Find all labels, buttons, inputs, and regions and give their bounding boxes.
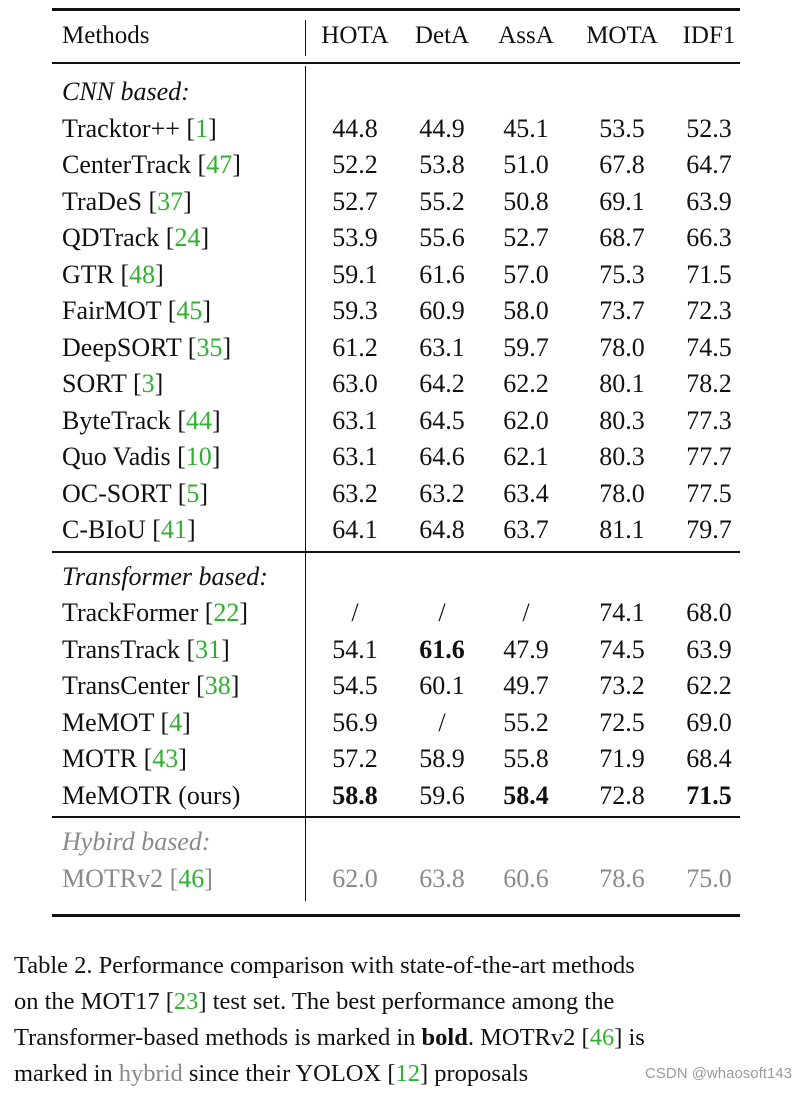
citation-link[interactable]: 45 <box>176 296 203 325</box>
method-cell: OC-SORT [5] <box>62 478 209 508</box>
table-row <box>52 147 740 183</box>
value-cell: 64.2 <box>419 369 465 398</box>
value-cell: 63.9 <box>686 186 732 216</box>
table-row <box>52 366 740 402</box>
method-name: MeMOT <box>62 707 154 737</box>
value-cell: 64.1 <box>332 515 378 544</box>
method-name: CenterTrack <box>62 150 192 179</box>
header-deta: DetA <box>414 22 470 49</box>
header-column-divider <box>305 20 306 56</box>
method-name: ByteTrack <box>62 405 171 435</box>
method-name: C-BIoU <box>62 515 146 544</box>
method-name: DeepSORT <box>62 332 182 362</box>
value-cell: / <box>522 598 530 627</box>
value-cell: 78.0 <box>599 478 645 508</box>
table-row <box>52 512 740 548</box>
value-cell: 53.5 <box>599 113 645 143</box>
caption-line-3: Transformer-based methods is marked in bold. MOTRv2 [46] is <box>14 1024 645 1051</box>
value-cell: 78.2 <box>686 369 732 398</box>
method-cell: TransTrack [31] <box>62 634 230 664</box>
method-name: OC-SORT <box>62 478 172 508</box>
value-cell: 55.8 <box>503 744 549 773</box>
value-cell: 63.2 <box>332 478 378 508</box>
table-row <box>52 220 740 256</box>
method-cell: Quo Vadis [10] <box>62 442 221 471</box>
value-cell: 75.3 <box>599 259 645 289</box>
value-cell: 45.1 <box>503 113 549 143</box>
value-cell: 78.0 <box>599 332 645 362</box>
value-cell: 74.1 <box>599 598 645 627</box>
column-divider <box>305 66 306 553</box>
value-cell: 59.7 <box>503 332 549 362</box>
citation-link[interactable]: 41 <box>160 515 187 544</box>
watermark: CSDN @whaosoft143 <box>641 1065 796 1082</box>
citation-link[interactable]: 4 <box>169 707 183 737</box>
value-cell: 59.6 <box>419 780 465 810</box>
value-cell: 52.7 <box>503 223 549 252</box>
value-cell: 73.7 <box>599 296 645 325</box>
table-row <box>52 439 740 475</box>
value-cell: 54.1 <box>332 634 378 664</box>
method-name: TrackFormer <box>62 598 199 627</box>
citation-link[interactable]: 35 <box>196 332 223 362</box>
citation-link[interactable]: 24 <box>174 223 201 252</box>
citation-link[interactable]: 48 <box>129 259 156 289</box>
value-cell: 71.9 <box>599 744 645 773</box>
value-cell: 68.7 <box>599 223 645 252</box>
value-cell: 51.0 <box>503 150 549 179</box>
value-cell: 44.8 <box>332 113 378 143</box>
value-cell: 77.7 <box>686 442 732 471</box>
citation-link[interactable]: 43 <box>152 744 179 773</box>
value-cell: 63.1 <box>332 442 378 471</box>
value-cell: 62.2 <box>503 369 549 398</box>
method-cell: MOTR [43] <box>62 744 187 773</box>
section-label-row <box>52 824 740 860</box>
method-cell: MeMOT [4] <box>62 707 191 737</box>
table-row <box>52 257 740 293</box>
value-cell: 59.1 <box>332 259 378 289</box>
value-cell: 75.0 <box>686 863 732 893</box>
value-cell: 71.5 <box>686 259 732 289</box>
value-cell: 60.1 <box>419 671 465 700</box>
citation-link[interactable]: 46 <box>178 863 205 893</box>
citation-link[interactable]: 38 <box>204 671 231 700</box>
method-cell <box>62 778 240 814</box>
citation-link[interactable]: 47 <box>206 150 233 179</box>
value-cell: 74.5 <box>599 634 645 664</box>
value-cell: 66.3 <box>686 223 732 252</box>
header-assa: AssA <box>498 22 554 49</box>
method-name: TransTrack <box>62 634 180 664</box>
method-name: TraDeS <box>62 186 142 216</box>
value-cell: 56.9 <box>332 707 378 737</box>
table-row <box>52 632 740 668</box>
header-idf1: IDF1 <box>682 22 736 49</box>
method-name: MOTRv2 <box>62 863 164 893</box>
table-row <box>52 476 740 512</box>
table-row <box>52 403 740 439</box>
caption-line-2: on the MOT17 [23] test set. The best performance among the <box>14 988 615 1015</box>
value-cell: 53.9 <box>332 223 378 252</box>
method-name: Tracktor++ <box>62 113 180 143</box>
value-cell: 59.3 <box>332 296 378 325</box>
method-cell: SORT [3] <box>62 369 164 398</box>
header-mota: MOTA <box>586 22 658 49</box>
header-methods: Methods <box>62 22 150 49</box>
value-cell: 52.7 <box>332 186 378 216</box>
method-cell: Tracktor++ [1] <box>62 113 217 143</box>
method-cell: DeepSORT [35] <box>62 332 232 362</box>
value-cell: 63.1 <box>332 405 378 435</box>
header-hota: HOTA <box>321 22 389 49</box>
value-cell: 60.6 <box>503 863 549 893</box>
value-cell: 61.6 <box>419 634 465 664</box>
method-cell: TrackFormer [22] <box>62 598 249 627</box>
section-rule <box>52 551 740 553</box>
value-cell: 58.0 <box>503 296 549 325</box>
value-cell: 52.2 <box>332 150 378 179</box>
value-cell: 49.7 <box>503 671 549 700</box>
method-cell: TraDeS [37] <box>62 186 192 216</box>
value-cell: 77.5 <box>686 478 732 508</box>
value-cell: 62.0 <box>332 863 378 893</box>
method-cell: QDTrack [24] <box>62 223 210 252</box>
value-cell: 61.6 <box>419 259 465 289</box>
value-cell: 44.9 <box>419 113 465 143</box>
method-cell: CenterTrack [47] <box>62 150 241 179</box>
value-cell: 57.0 <box>503 259 549 289</box>
method-name: Quo Vadis <box>62 442 171 471</box>
value-cell: 55.2 <box>419 186 465 216</box>
value-cell: 63.2 <box>419 478 465 508</box>
value-cell: 64.5 <box>419 405 465 435</box>
caption-line-1: Table 2. Performance comparison with state-of-the-art methods <box>14 952 635 979</box>
value-cell: 60.9 <box>419 296 465 325</box>
citation-link[interactable]: 44 <box>185 405 212 435</box>
citation-link[interactable]: 31 <box>195 634 222 664</box>
table-row <box>52 595 740 631</box>
citation-link[interactable]: 37 <box>157 186 184 216</box>
value-cell: 81.1 <box>599 515 645 544</box>
value-cell: 53.8 <box>419 150 465 179</box>
value-cell: 63.0 <box>332 369 378 398</box>
value-cell: 69.0 <box>686 707 732 737</box>
method-cell: C-BIoU [41] <box>62 515 196 544</box>
method-name: FairMOT <box>62 296 162 325</box>
value-cell: 63.9 <box>686 634 732 664</box>
value-cell: 71.5 <box>686 780 732 810</box>
value-cell: 50.8 <box>503 186 549 216</box>
value-cell: 77.3 <box>686 405 732 435</box>
value-cell: 68.0 <box>686 598 732 627</box>
section-rule <box>52 816 740 818</box>
value-cell: 52.3 <box>686 113 732 143</box>
table-row <box>52 778 740 814</box>
value-cell: / <box>438 707 446 737</box>
section-label: Transformer based: <box>62 561 268 591</box>
value-cell: 67.8 <box>599 150 645 179</box>
caption-line-4: marked in hybrid since their YOLOX [12] proposals <box>14 1060 529 1087</box>
table-row <box>52 330 740 366</box>
table-row <box>52 668 740 704</box>
value-cell: 68.4 <box>686 744 732 773</box>
value-cell: 80.3 <box>599 442 645 471</box>
value-cell: 80.3 <box>599 405 645 435</box>
value-cell: 54.5 <box>332 671 378 700</box>
citation-link[interactable]: 22 <box>213 598 240 627</box>
value-cell: 73.2 <box>599 671 645 700</box>
value-cell: 63.8 <box>419 863 465 893</box>
citation-link[interactable]: 3 <box>141 369 155 398</box>
method-cell: TransCenter [38] <box>62 671 240 700</box>
value-cell: 64.7 <box>686 150 732 179</box>
citation-link[interactable]: 5 <box>186 478 200 508</box>
table-row <box>52 741 740 777</box>
value-cell: 55.6 <box>419 223 465 252</box>
value-cell: 72.3 <box>686 296 732 325</box>
value-cell: 72.8 <box>599 780 645 810</box>
method-name: QDTrack <box>62 223 160 252</box>
table-row <box>52 861 740 897</box>
method-cell: ByteTrack [44] <box>62 405 221 435</box>
value-cell: 79.7 <box>686 515 732 544</box>
value-cell: / <box>351 598 359 627</box>
value-cell: 62.0 <box>503 405 549 435</box>
section-label-row <box>52 74 740 110</box>
table-row <box>52 184 740 220</box>
value-cell: 61.2 <box>332 332 378 362</box>
value-cell: 74.5 <box>686 332 732 362</box>
value-cell: 55.2 <box>503 707 549 737</box>
value-cell: 57.2 <box>332 744 378 773</box>
value-cell: 64.6 <box>419 442 465 471</box>
value-cell: 80.1 <box>599 369 645 398</box>
table-row <box>52 293 740 329</box>
method-name: MOTR <box>62 744 138 773</box>
value-cell: 78.6 <box>599 863 645 893</box>
value-cell: 58.8 <box>332 780 378 810</box>
section-label: CNN based: <box>62 77 190 106</box>
value-cell: 72.5 <box>599 707 645 737</box>
value-cell: 58.4 <box>503 780 549 810</box>
value-cell: 58.9 <box>419 744 465 773</box>
value-cell: 69.1 <box>599 186 645 216</box>
section-label-row <box>52 559 740 595</box>
value-cell: 47.9 <box>503 634 549 664</box>
method-name: MeMOTR (ours) <box>62 780 241 810</box>
table-bottom-rule <box>52 914 740 917</box>
column-divider <box>305 551 306 819</box>
value-cell: 63.7 <box>503 515 549 544</box>
method-name: TransCenter <box>62 671 190 700</box>
table-header-rule <box>52 62 740 64</box>
value-cell: 62.2 <box>686 671 732 700</box>
value-cell: 63.1 <box>419 332 465 362</box>
column-divider <box>305 816 306 901</box>
method-name: GTR <box>62 259 114 289</box>
citation-link[interactable]: 10 <box>185 442 212 471</box>
section-label: Hybird based: <box>62 827 211 856</box>
table-header-row <box>52 18 740 54</box>
table-top-rule <box>52 8 740 11</box>
citation-link[interactable]: 1 <box>195 113 209 143</box>
value-cell: 64.8 <box>419 515 465 544</box>
method-cell: FairMOT [45] <box>62 296 212 325</box>
method-cell: GTR [48] <box>62 259 164 289</box>
table-row <box>52 705 740 741</box>
value-cell: 63.4 <box>503 478 549 508</box>
table-row <box>52 111 740 147</box>
value-cell: 62.1 <box>503 442 549 471</box>
method-cell: MOTRv2 [46] <box>62 863 213 893</box>
value-cell: / <box>438 598 446 627</box>
method-name: SORT <box>62 369 127 398</box>
